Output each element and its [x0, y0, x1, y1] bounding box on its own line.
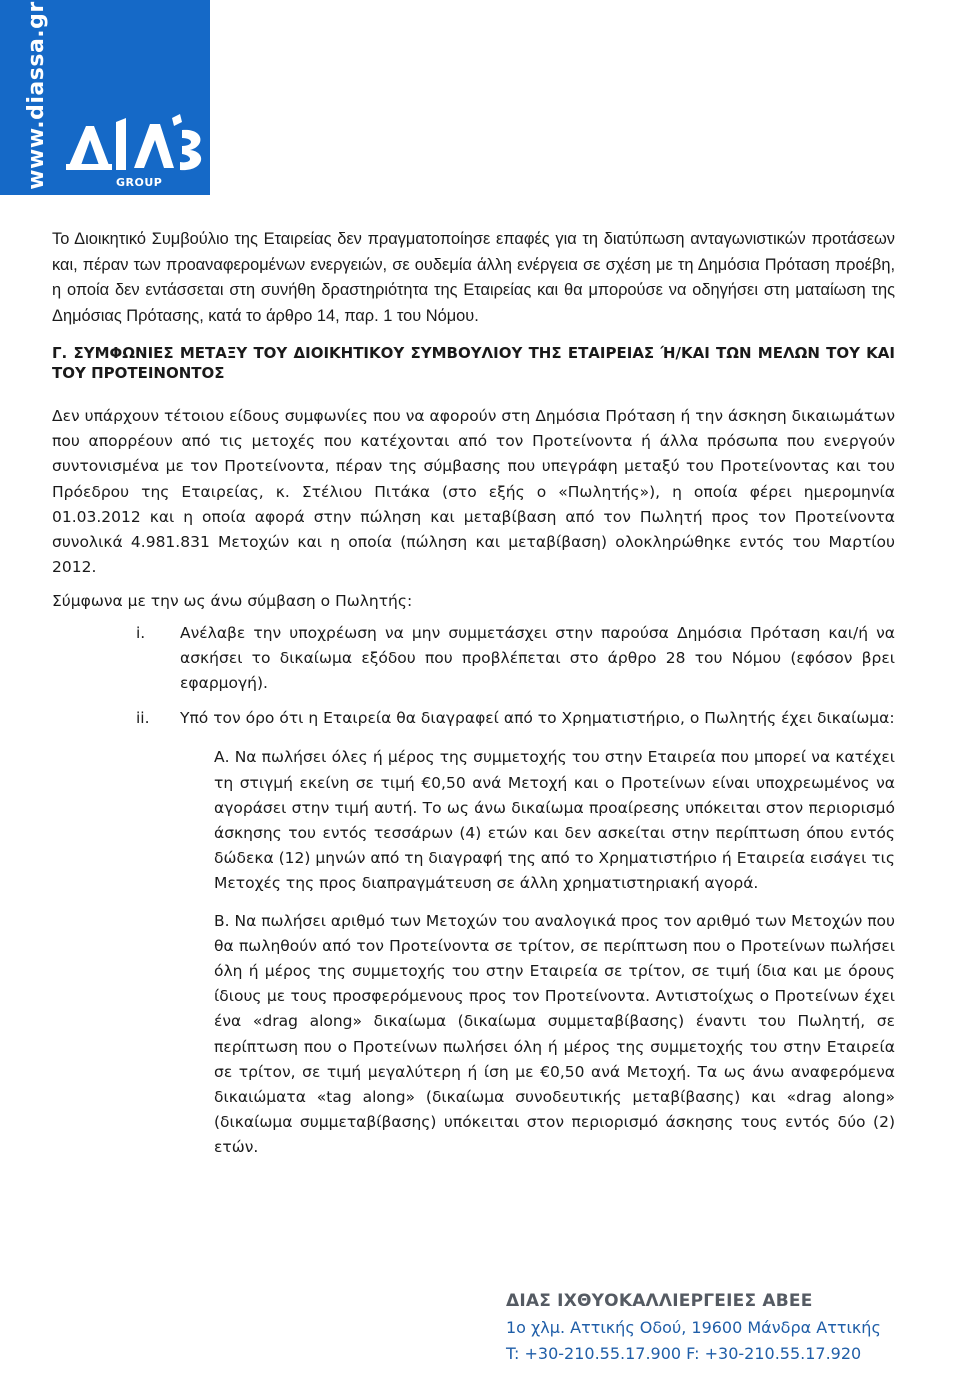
logo-group-label: GROUP: [116, 176, 163, 189]
footer-company-name: ΔΙΑΣ ΙΧΘΥΟΚΑΛΛΙΕΡΓΕΙΕΣ ΑΒΕΕ: [506, 1291, 813, 1311]
footer-phone: T: +30-210.55.17.900 F: +30-210.55.17.920: [506, 1344, 862, 1363]
document-body: [52, 227, 895, 1173]
right-item-a: Α. Να πωλήσει όλες ή μέρος της συμμετοχής του στην Εταιρεία που μπορεί να κατέχει τη στιγμή εκείνη σε τιμή €0,50 ανά Μετοχή και ο Προτείνων είναι υποχρεωμένος να αγοράσει στην τιμή αυτή. Το ως άνω δικαίωμα προαίρεσης υπόκειται στον περιορισμό άσκησης του εντός τεσσάρων (4) ετών και δεν ασκείται στην περίπτωση όπου εντός δώδεκα (12) μηνών από τη διαγραφή της από το Χρηματιστήριο ή Εταιρεία εισάγει τις Μετοχές της προς διαπραγμάτευση σε άλλη χρηματιστηριακή αγορά.: [214, 748, 895, 893]
list-marker: i.: [136, 623, 146, 642]
logo-mark-icon: [64, 112, 208, 174]
logo-website: [8, 0, 64, 190]
agreement-intro: Σύμφωνα με την ως άνω σύμβαση ο Πωλητής:: [52, 592, 413, 611]
page-footer: [506, 1290, 926, 1364]
logo-website-text: www.diassa.gr: [23, 0, 49, 190]
right-item-b: Β. Να πωλήσει αριθμό των Μετοχών του αναλογικά προς τον αριθμό των Μετοχών που θα πωληθούν από τον Προτείνοντα σε τρίτον, σε περίπτωση που ο Προτείνων πωλήσει όλη ή μέρος της συμμετοχής του στην Εταιρεία σε τρίτον, σε τιμή ίδια και με όρους ίδιους με τους προσφερόμενους προς τον Προτείνοντα. Αντιστοίχως ο Προτείνων έχει ένα «drag along» δικαίωμα (δικαίωμα συμμεταβίβασης) έναντι του Πωλητή, σε περίπτωση που ο Προτείνων πωλήσει όλη ή μέρος της συμμετοχής του στην Εταιρεία σε τρίτον, σε τιμή μεγαλύτερη ή ίση με €0,50 ανά Μετοχή. Τα ως άνω αναφερόμενα δικαιώματα «tag along» (δικαίωμα συνοδευτικής μεταβίβασης) και «drag along» (δικαίωμα συμμεταβίβασης) υπόκειται στον περιορισμό άσκησης τους εντός δύο (2) ετών.: [214, 911, 896, 1157]
list-marker: ii.: [136, 709, 150, 728]
company-logo: [0, 0, 210, 195]
section-heading: Γ. ΣΥΜΦΩΝΙΕΣ ΜΕΤΑΞΥ ΤΟΥ ΔΙΟΙΚΗΤΙΚΟΥ ΣΥΜΒΟΥΛΙΟΥ ΤΗΣ ΕΤΑΙΡΕΙΑΣ Ή/ΚΑΙ ΤΩΝ ΜΕΛΩΝ ΤΟΥ ΚΑΙ ΤΟΥ ΠΡΟΤΕΙΝΟΝΤΟΣ: [52, 344, 895, 382]
intro-paragraph: Το Διοικητικό Συμβούλιο της Εταιρείας δεν πραγματοποίησε επαφές για τη διατύπωση ανταγωνιστικών προτάσεων και, πέραν των προαναφερομένων ενεργειών, σε ουδεμία άλλη ενέργεια σε σχέση με τη Δημόσια Πρόταση προέβη, η οποία δεν εντάσσεται στη συνήθη δραστηριότητα της Εταιρείας και θα μπορούσε να οδηγήσει στη ματαίωση της Δημόσιας Πρότασης, κατά το άρθρο 14, παρ. 1 του Νόμου.: [52, 230, 895, 325]
list-item-text: Ανέλαβε την υποχρέωση να μην συμμετάσχει στην παρούσα Δημόσια Πρόταση και/ή να ασκήσει το δικαίωμα εξόδου που προβλέπεται στο άρθρο 28 του Νόμου (εφόσον βρει εφαρμογή).: [180, 623, 895, 693]
rights-list: [214, 745, 895, 1160]
list-item: [52, 621, 895, 697]
list-item-text: Υπό τον όρο ότι η Εταιρεία θα διαγραφεί από το Χρηματιστήριο, ο Πωλητής έχει δικαίωμα:: [180, 709, 895, 728]
footer-address: 1ο χλμ. Αττικής Οδού, 19600 Μάνδρα Αττικής: [506, 1318, 881, 1337]
agreements-paragraph: Δεν υπάρχουν τέτοιου είδους συμφωνίες που να αφορούν στη Δημόσια Πρόταση ή την άσκηση δικαιωμάτων που απορρέουν από τις μετοχές που κατέχονται από τον Προτείνοντα ή άλλα πρόσωπα που ενεργούν συντονισμένα με τον Προτείνοντα, πέραν της σύμβασης που υπεγράφη μεταξύ του Προτείνοντας και του Πρόεδρου της Εταιρείας, κ. Στέλιου Πιτάκα (στο εξής ο «Πωλητής»), η οποία φέρει ημερομηνία 01.03.2012 και η οποία αφορά στην πώληση και μεταβίβαση από τον Πωλητή προς τον Προτείνοντα συνολικά 4.981.831 Μετοχών και η οποία (πώληση και μεταβίβαση) ολοκληρώθηκε εντός του Μαρτίου 2012.: [52, 407, 895, 577]
list-item: [52, 706, 895, 731]
obligations-list: [52, 621, 895, 732]
